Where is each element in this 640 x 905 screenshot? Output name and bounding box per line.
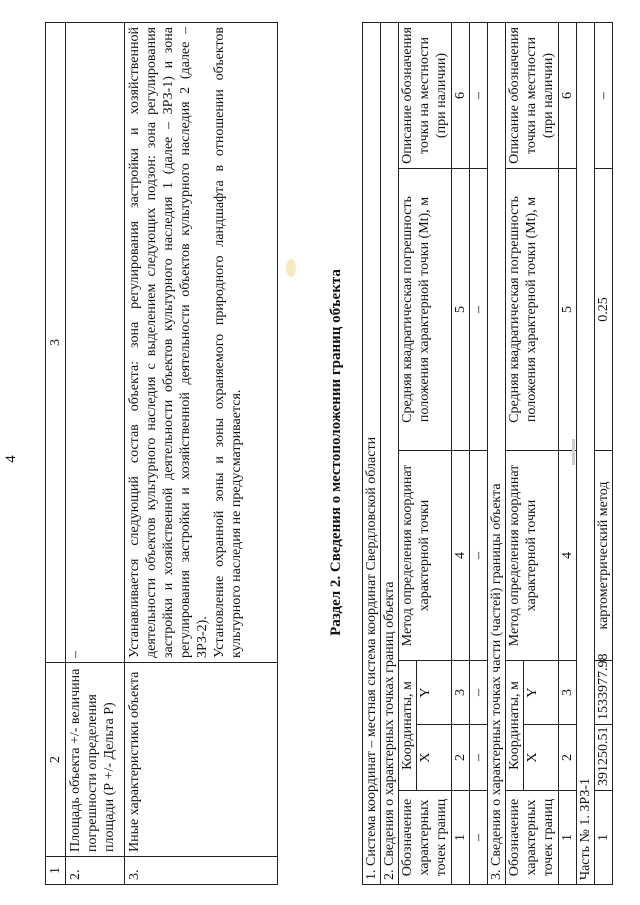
- section-title-row: [381, 22, 399, 884]
- column-number: 3: [559, 661, 577, 725]
- point-number: 1: [595, 791, 613, 885]
- section-title-row: [488, 22, 506, 884]
- table-row: [470, 22, 488, 884]
- table-row: [595, 22, 613, 884]
- point-header: Обозначение характерных точек границ: [506, 791, 559, 885]
- row-number: 3.: [125, 857, 278, 885]
- column-number: 5: [559, 169, 577, 451]
- error-header: Средняя квадратическая погрешность положения характерной точки (Mt), м: [506, 169, 559, 451]
- boundary-coordinates-table: [362, 22, 613, 885]
- part-label: Часть № 1. ЗРЗ-1: [577, 22, 595, 884]
- part-points-title: 3. Сведения о характерных точках части (частей) границы объекта: [488, 22, 506, 884]
- header-cell: 3: [46, 23, 66, 663]
- error-header: Средняя квадратическая погрешность положения характерной точки (Mt), м: [399, 169, 452, 451]
- boundary-points-title: 2. Сведения о характерных точках границ объекта: [381, 22, 399, 884]
- table-row: [125, 23, 278, 885]
- table-header-row: [506, 22, 524, 884]
- coord-system-row: [363, 22, 381, 884]
- table-cell: –: [470, 791, 488, 885]
- desc-header: Описание обозначения точки на местности (при наличии): [399, 22, 452, 168]
- y-header: Y: [417, 661, 452, 725]
- row-value: [125, 23, 278, 663]
- table-cell: –: [470, 451, 488, 661]
- row-name: Иные характеристики объекта: [125, 663, 278, 857]
- method-header: Метод определения координат характерной точки: [399, 451, 452, 661]
- scan-mark: [572, 439, 575, 465]
- table-cell: –: [470, 22, 488, 168]
- method-value: картометрический метод: [595, 451, 613, 661]
- column-number: 6: [452, 22, 470, 168]
- value-paragraph: Установление охранной зоны и зоны охраняемого природного ландшафта в отношении объектов культурного наследия не предусматривается.: [212, 27, 244, 658]
- header-cell: 2: [46, 663, 66, 857]
- desc-header: Описание обозначения точки на местности (при наличии): [506, 22, 559, 168]
- column-number: 6: [559, 22, 577, 168]
- table-cell: –: [470, 169, 488, 451]
- row-name: Площадь объекта +/- величина погрешности определения площади (Р +/- Дельта Р): [66, 663, 125, 857]
- ink-spot: [286, 259, 296, 277]
- error-value: 0.25: [595, 169, 613, 451]
- column-number: 1: [559, 791, 577, 885]
- column-number: 4: [559, 451, 577, 661]
- value-paragraph: Устанавливается следующий состав объекта: зона регулирования застройки и хозяйственной деятельности объектов культурного наследия с выделением следующих подзон: зона регулирования застройки и хозяйственной деятельности объектов культурного наследия 1 (далее – ЗРЗ-1) и зона регулирования застройки и хозяйственной деятельности объектов культурного наследия 2 (далее – ЗРЗ-2).: [127, 27, 210, 658]
- row-number: 2.: [66, 857, 125, 885]
- column-number: 5: [452, 169, 470, 451]
- coord-system-text: 1. Система координат – местная система координат Свердловской области: [363, 22, 381, 884]
- description-value: –: [595, 22, 613, 168]
- table-cell: –: [470, 725, 488, 791]
- column-number: 2: [559, 725, 577, 791]
- table-row: [66, 23, 125, 885]
- coords-header: Координаты, м: [399, 661, 417, 791]
- part-label-row: [577, 22, 595, 884]
- section-heading: Раздел 2. Сведения о местоположении границ объекта: [328, 269, 344, 636]
- object-characteristics-table: [45, 22, 278, 885]
- coords-header: Координаты, м: [506, 661, 524, 791]
- x-header: X: [417, 725, 452, 791]
- x-coordinate: 391250.51: [595, 725, 613, 791]
- page-number: 4: [3, 455, 19, 463]
- x-header: X: [524, 725, 559, 791]
- table-header-row: [46, 23, 66, 885]
- y-header: Y: [524, 661, 559, 725]
- row-value: –: [66, 23, 125, 663]
- column-number: 4: [452, 451, 470, 661]
- column-number-row: [452, 22, 470, 884]
- point-header: Обозначение характерных точек границ: [399, 791, 452, 885]
- column-number: 1: [452, 791, 470, 885]
- method-header: Метод определения координат характерной точки: [506, 451, 559, 661]
- header-cell: 1: [46, 857, 66, 885]
- table-cell: –: [470, 661, 488, 725]
- column-number: 2: [452, 725, 470, 791]
- y-coordinate: 1533977.98: [595, 661, 613, 725]
- table-header-row: [399, 22, 417, 884]
- column-number: 3: [452, 661, 470, 725]
